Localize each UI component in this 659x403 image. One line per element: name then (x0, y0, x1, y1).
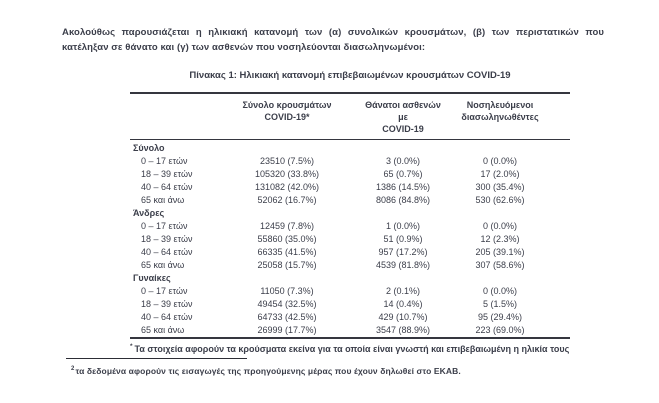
total-cases-cell: 105320 (33.8%) (254, 168, 320, 179)
age-label-cell: 65 και άνω (141, 324, 185, 335)
section-label: Σύνολο (133, 142, 165, 153)
deaths-cell: 1386 (14.5%) (375, 181, 431, 192)
total-cases-cell: 25058 (15.7%) (257, 259, 317, 270)
table-row (130, 258, 570, 271)
total-cases-cell: 11050 (7.3%) (260, 285, 314, 296)
table-row (130, 297, 570, 310)
column-header-total-cases (220, 99, 360, 135)
total-cases-cell: 66335 (41.5%) (257, 246, 317, 257)
age-label-cell: 65 και άνω (141, 194, 185, 205)
table-row (130, 167, 570, 180)
column-header-intubated (460, 99, 570, 135)
total-cases-cell: 64733 (42.5%) (257, 311, 317, 322)
deaths-cell: 8086 (84.8%) (375, 194, 431, 205)
total-cases-cell: 131082 (42.0%) (254, 181, 320, 192)
deaths-cell: 14 (0.4%) (383, 298, 423, 309)
age-label-cell: 0 – 17 ετών (141, 155, 188, 166)
section-label: Γυναίκες (133, 272, 171, 283)
deaths-cell: 65 (0.7%) (383, 168, 423, 179)
column-header-total-cases-line1: Σύνολο κρουσμάτων (242, 100, 332, 110)
deaths-cell: 4539 (81.8%) (375, 259, 431, 270)
table-row (130, 219, 570, 232)
table-row (130, 193, 570, 206)
total-cases-cell: 12459 (7.8%) (259, 220, 315, 231)
intubated-cell: 0 (0.0%) (482, 285, 517, 296)
age-label-cell: 40 – 64 ετών (141, 181, 193, 192)
column-header-intubated-line2: διασωληνωθέντες (461, 112, 539, 122)
column-header-deaths-line1: Θάνατοι ασθενών με (365, 100, 441, 122)
page-footnote (71, 366, 461, 376)
intubated-cell: 95 (29.4%) (477, 311, 523, 322)
table-row (130, 284, 570, 297)
total-cases-cell: 55860 (35.0%) (257, 233, 317, 244)
table-footnote-text: Τα στοιχεία αφορούν τα κρούσματα εκείνα για τα οποία είναι γνωστή και επιβεβαιωμένη η ηλικία τους (134, 344, 570, 354)
footnote-separator (66, 358, 247, 359)
covid-age-table (130, 92, 570, 354)
table-footnote-marker: * (130, 343, 133, 350)
age-label-cell: 18 – 39 ετών (141, 168, 193, 179)
total-cases-cell: 26999 (17.7%) (257, 324, 317, 335)
table-row (130, 245, 570, 258)
intubated-cell: 0 (0.0%) (482, 155, 517, 166)
row-label-column-header (130, 99, 220, 135)
table-row (130, 180, 570, 193)
age-label-cell: 40 – 64 ετών (141, 311, 193, 322)
age-label-cell: 40 – 64 ετών (141, 246, 193, 257)
intubated-cell: 223 (69.0%) (475, 324, 525, 335)
total-cases-cell: 49454 (32.5%) (257, 298, 317, 309)
table-section-row (130, 271, 570, 284)
deaths-cell: 2 (0.1%) (385, 285, 420, 296)
deaths-cell: 957 (17.2%) (378, 246, 428, 257)
intubated-cell: 17 (2.0%) (480, 168, 520, 179)
column-header-deaths (360, 99, 460, 135)
total-cases-cell: 52062 (16.7%) (257, 194, 317, 205)
intubated-cell: 530 (62.6%) (475, 194, 525, 205)
age-label-cell: 0 – 17 ετών (141, 220, 188, 231)
age-label-cell: 18 – 39 ετών (141, 233, 193, 244)
deaths-cell: 51 (0.9%) (383, 233, 423, 244)
section-label: Άνδρες (133, 207, 165, 218)
deaths-cell: 3 (0.0%) (385, 155, 420, 166)
column-header-deaths-line2: COVID-19 (382, 124, 424, 134)
intubated-cell: 12 (2.3%) (480, 233, 520, 244)
deaths-cell: 3547 (88.9%) (375, 324, 431, 335)
age-label-cell: 65 και άνω (141, 259, 185, 270)
table-footnote (130, 339, 570, 354)
total-cases-cell: 23510 (7.5%) (259, 155, 315, 166)
intro-paragraph: Ακολούθως παρουσιάζεται η ηλικιακή κατανομή των (α) συνολικών κρουσμάτων, (β) των περιστατικών που κατέληξαν σε θάνατο και (γ) των ασθενών που νοσηλεύονται διασωληνωμένοι: (62, 27, 604, 53)
table-header-row (130, 94, 570, 140)
table-row (130, 310, 570, 323)
page-footnote-marker: 2 (71, 366, 75, 373)
intubated-cell: 307 (58.6%) (475, 259, 525, 270)
table-row (130, 154, 570, 167)
table-section-row (130, 206, 570, 219)
age-label-cell: 0 – 17 ετών (141, 285, 188, 296)
intubated-cell: 205 (39.1%) (475, 246, 525, 257)
deaths-cell: 429 (10.7%) (378, 311, 428, 322)
intubated-cell: 5 (1.5%) (482, 298, 517, 309)
table-row (130, 323, 570, 336)
column-header-intubated-line1: Νοσηλευόμενοι (466, 100, 534, 110)
intubated-cell: 300 (35.4%) (475, 181, 525, 192)
table-section-row (130, 141, 570, 154)
table-body (130, 140, 570, 339)
intubated-cell: 0 (0.0%) (482, 220, 517, 231)
deaths-cell: 1 (0.0%) (385, 220, 420, 231)
table-title: Πίνακας 1: Ηλικιακή κατανομή επιβεβαιωμένων κρουσμάτων COVID-19 (189, 70, 511, 81)
table-row (130, 232, 570, 245)
age-label-cell: 18 – 39 ετών (141, 298, 193, 309)
column-header-total-cases-line2: COVID-19* (264, 112, 310, 122)
page-footnote-text: τα δεδομένα αφορούν τις εισαγωγές της προηγούμενης μέρας που έχουν δηλωθεί στο ΕΚΑΒ. (75, 366, 461, 376)
